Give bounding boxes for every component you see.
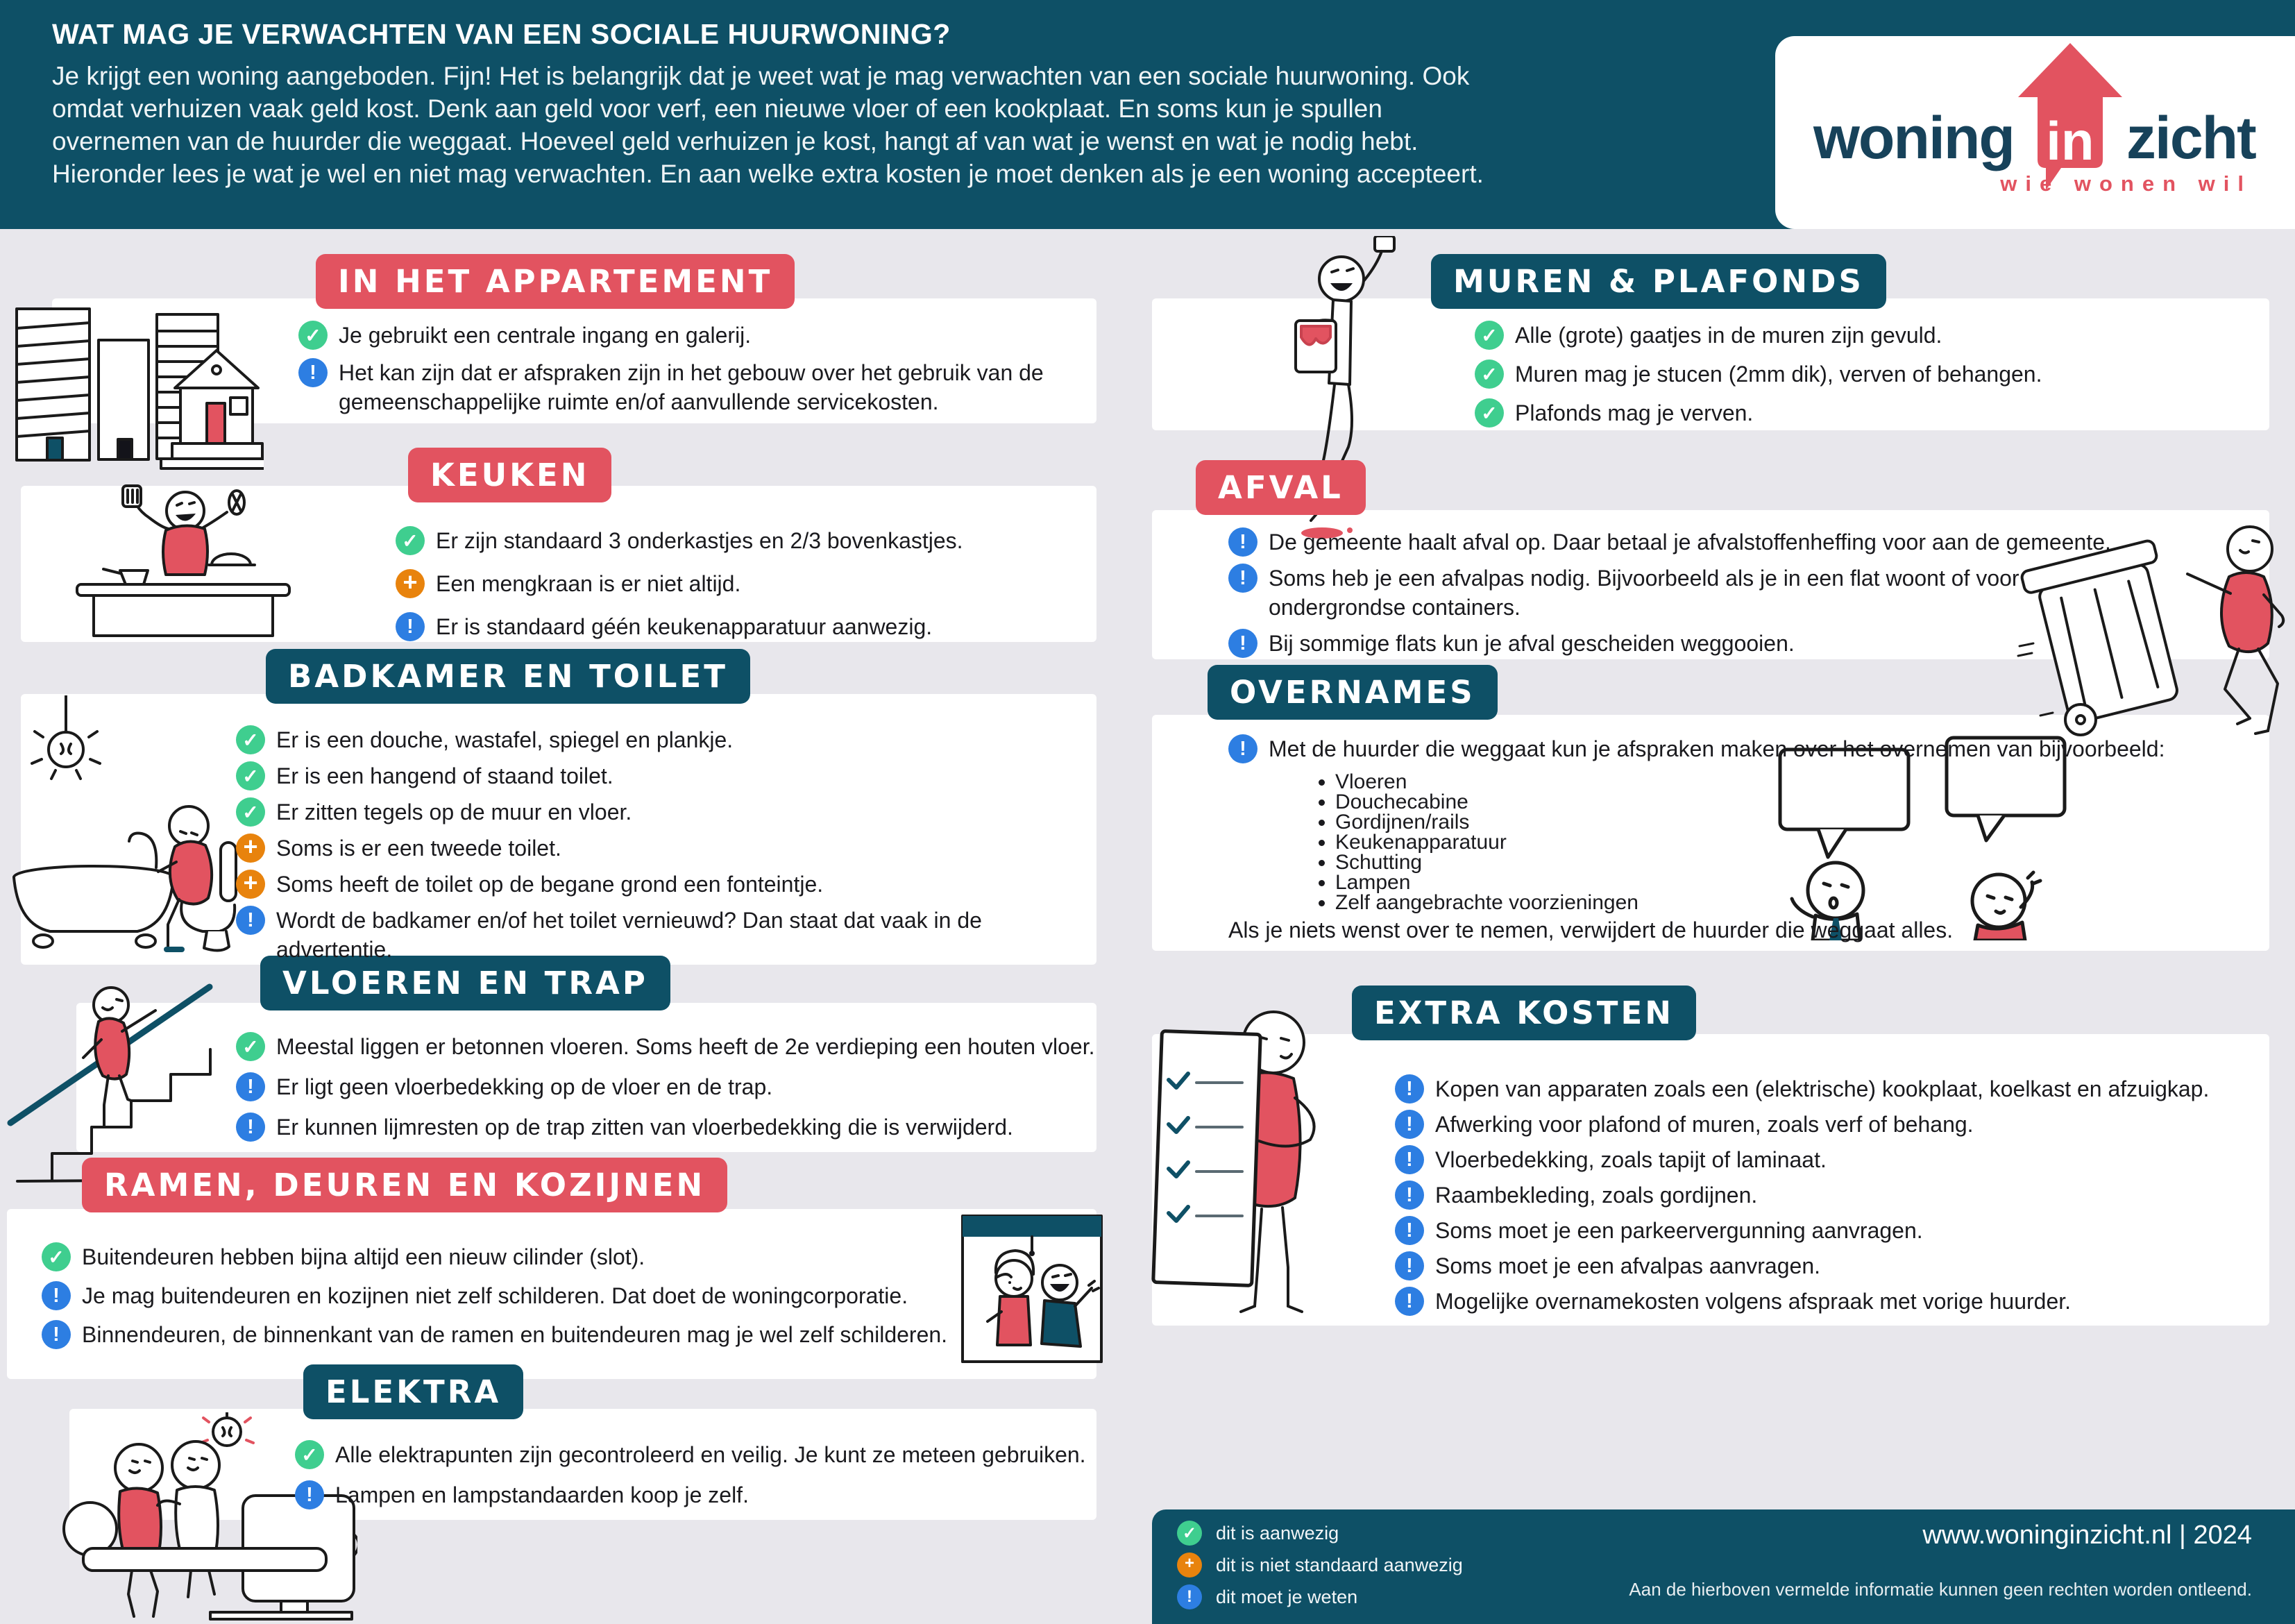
intro-line: Je krijgt een woning aangeboden. Fijn! Het is belangrijk dat je weet wat je mag verwachten van een sociale huurwoning. Ook [52,62,1470,90]
logo-word-woning: woning [1813,105,2014,171]
item-text: Bij sommige flats kun je afval gescheiden weggooien. [1269,631,1795,656]
info-icon [1395,1145,1424,1174]
footer [1152,1509,2295,1624]
list-item [42,1242,1013,1271]
info-icon [236,1113,265,1142]
list-item [396,612,1090,641]
item-text: Soms heb je een afvalpas nodig. Bijvoorbeeld als je in een flat woont of voor ondergrondse containers. [1269,566,2019,620]
bullet-item: • Vloeren [1335,772,1638,792]
legend-text: dit moet je weten [1216,1587,1358,1607]
item-text: Buitendeuren hebben bijna altijd een nieuw cilinder (slot). [82,1244,645,1269]
bullet-item: • Lampen [1335,872,1638,893]
info-icon [1395,1181,1424,1210]
city-buildings-illustration [7,274,264,482]
header [0,0,2295,229]
list-item [1228,629,2151,658]
list-item [1395,1074,2276,1103]
intro-line: overnemen van de huurder die weggaat. Hoeveel geld verhuizen je kost, hangt af van wat je wenst en wat je nodig hebt. [52,127,1419,155]
check-icon [42,1242,71,1271]
checklist-person-illustration [1145,992,1346,1326]
check-icon [236,1032,265,1061]
logo-tagline: wie wonen wil [2000,171,2252,196]
list-item [1395,1216,2276,1245]
bullet-item: • Gordijnen/rails [1335,812,1638,832]
item-text: Je mag buitendeuren en kozijnen niet zelf schilderen. Dat doet de woningcorporatie. [82,1283,908,1308]
item-text: Er zitten tegels op de muur en vloer. [276,800,632,824]
legend [1177,1521,1463,1609]
item-text: Soms heeft de toilet op de begane grond een fonteintje. [276,872,824,897]
info-icon [1395,1287,1424,1316]
info-icon [42,1320,71,1349]
list-item [236,834,1083,863]
section-appartement-title: IN HET APPARTEMENT [316,254,795,309]
section-badkamer-list [236,725,1083,964]
info-icon [42,1281,71,1310]
item-text: Wordt de badkamer en/of het toilet vernieuwd? Dan staat dat vaak in de advertentie. [276,908,982,962]
section-extra-kosten-title: EXTRA KOSTEN [1352,986,1696,1040]
plus-icon [396,569,425,598]
intro-line: Hieronder lees je wat je wel en niet mag verwachten. En aan welke extra kosten je moet denken als je een woning accepteert. [52,160,1484,188]
section-overnames-intro [1228,734,2242,763]
item-text: Er is een hangend of staand toilet. [276,763,613,788]
section-overnames-bullets [1312,772,1638,913]
info-icon [1177,1584,1202,1609]
info-icon [1228,564,1257,593]
check-icon [295,1440,324,1469]
list-item [1395,1181,2276,1210]
section-muren-title: MUREN & PLAFONDS [1431,254,1886,309]
info-icon [236,1072,265,1101]
list-item [295,1480,1100,1509]
item-text: Muren mag je stucen (2mm dik), verven of behangen. [1515,362,2042,387]
info-icon [1395,1251,1424,1280]
check-icon [236,725,265,754]
list-item [1395,1110,2276,1139]
bullet-item: • Schutting [1335,852,1638,872]
section-overnames-title: OVERNAMES [1208,665,1498,720]
section-ramen-title: RAMEN, DEUREN EN KOZIJNEN [82,1158,727,1212]
list-item [236,1032,1096,1061]
section-vloeren-title: VLOEREN EN TRAP [260,956,670,1010]
item-text: Kopen van apparaten zoals een (elektrische) kookplaat, koelkast en afzuigkap. [1435,1076,2210,1101]
list-item [1395,1287,2276,1316]
item-text: Er kunnen lijmresten op de trap zitten van vloerbedekking die is verwijderd. [276,1115,1013,1140]
info-icon [1395,1110,1424,1139]
plus-icon [236,834,265,863]
check-icon [1475,360,1504,389]
logo-word-zicht: zicht [2126,105,2255,171]
plus-icon [1177,1553,1202,1578]
bathroom-illustration [0,695,248,963]
logo-card [1775,36,2295,229]
section-extra-kosten-list [1395,1074,2276,1316]
section-elektra-list [295,1440,1100,1509]
list-item [1475,398,2252,428]
list-item [236,1072,1096,1101]
intro-line: omdat verhuizen vaak geld kost. Denk aan geld voor verf, een nieuwe vloer of een kookplaat. En soms kun je spullen [52,94,1382,123]
check-icon [236,797,265,827]
check-icon [298,321,328,350]
list-item [236,1113,1096,1142]
legend-text: dit is aanwezig [1216,1523,1339,1543]
check-icon [396,526,425,555]
item-text: Lampen en lampstandaarden koop je zelf. [335,1482,749,1507]
item-text: Soms moet je een parkeervergunning aanvragen. [1435,1218,1923,1243]
item-text: Met de huurder die weggaat kun je afspraken maken over het overnemen van bijvoorbeeld: [1269,736,2165,761]
check-icon [1475,398,1504,428]
item-text: Er zijn standaard 3 onderkastjes en 2/3 bovenkastjes. [436,528,963,553]
list-item [1228,527,2151,557]
list-item [42,1281,1013,1310]
house-arrow-icon [2018,43,2122,192]
bullet-item: • Douchecabine [1335,792,1638,812]
check-icon [1177,1521,1202,1546]
section-afval-list [1228,527,2151,658]
info-icon [1228,527,1257,557]
info-icon [1395,1216,1424,1245]
item-text: Soms is er een tweede toilet. [276,836,561,861]
talking-people-illustration [1770,732,2148,940]
list-item [1395,1145,2276,1174]
plus-icon [236,870,265,899]
list-item [1228,564,2151,622]
list-item [42,1320,1013,1349]
item-text: Afwerking voor plafond of muren, zoals verf of behang. [1435,1112,1974,1137]
item-text: Je gebruikt een centrale ingang en galerij. [339,323,752,348]
disclaimer-text: Aan de hierboven vermelde informatie kunnen geen rechten worden ontleend. [1629,1579,2252,1600]
item-text: De gemeente haalt afval op. Daar betaal je afvalstoffenheffing voor aan de gemeente. [1269,530,2111,555]
list-item [236,797,1083,827]
item-text: Raambekleding, zoals gordijnen. [1435,1183,1758,1208]
list-item [1228,734,2242,763]
info-icon [1228,629,1257,658]
item-text: Er is een douche, wastafel, spiegel en plankje. [276,727,734,752]
item-text: Soms moet je een afvalpas aanvragen. [1435,1253,1820,1278]
bullet-item: • Keukenapparatuur [1335,832,1638,852]
item-text: Een mengkraan is er niet altijd. [436,571,741,596]
item-text: Plafonds mag je verven. [1515,400,1754,425]
legend-item [1177,1521,1463,1546]
legend-item [1177,1584,1463,1609]
info-icon [298,358,328,387]
check-icon [1475,321,1504,350]
section-appartement-list [298,321,1096,416]
item-text: Mogelijke overnamekosten volgens afspraak met vorige huurder. [1435,1289,2072,1314]
list-item [236,761,1083,790]
item-text: Vloerbedekking, zoals tapijt of laminaat. [1435,1147,1827,1172]
section-elektra-title: ELEKTRA [303,1364,523,1419]
list-item [1395,1251,2276,1280]
kitchen-cook-illustration [38,484,323,637]
item-text: Binnendeuren, de binnenkant van de ramen en buitendeuren mag je wel zelf schilderen. [82,1322,948,1347]
list-item [295,1440,1100,1469]
list-item [1475,321,2252,350]
item-text: Meestal liggen er betonnen vloeren. Soms heeft de 2e verdieping een houten vloer. [276,1034,1095,1059]
bullet-item: • Zelf aangebrachte voorzieningen [1335,893,1638,913]
check-icon [236,761,265,790]
info-icon [236,906,265,935]
section-keuken-title: KEUKEN [408,448,611,502]
section-ramen-list [42,1242,1013,1349]
section-overnames-outro: Als je niets wenst over te nemen, verwijdert de huurder die weggaat alles. [1228,917,1954,942]
list-item [1475,360,2252,389]
list-item [298,358,1096,416]
section-keuken-list [396,526,1090,641]
intro-paragraph [52,60,1484,190]
item-text: Alle (grote) gaatjes in de muren zijn gevuld. [1515,323,1942,348]
list-item [298,321,1096,350]
info-icon [295,1480,324,1509]
section-badkamer-title: BADKAMER EN TOILET [266,649,750,704]
item-text: Er ligt geen vloerbedekking op de vloer en de trap. [276,1074,773,1099]
section-muren-list [1475,321,2252,428]
section-afval-title: AFVAL [1196,460,1366,515]
item-text: Het kan zijn dat er afspraken zijn in het gebouw over het gebruik van de gemeenschappelijke ruimte en/of aanvullende servicekosten. [339,360,1044,414]
section-vloeren-list [236,1032,1096,1142]
list-item [236,906,1083,964]
list-item [396,569,1090,598]
info-icon [396,612,425,641]
list-item [236,870,1083,899]
info-icon [1395,1074,1424,1103]
website-link[interactable]: www.woninginzicht.nl | 2024 [1922,1521,2252,1550]
list-item [236,725,1083,754]
item-text: Alle elektrapunten zijn gecontroleerd en veilig. Je kunt ze meteen gebruiken. [335,1442,1086,1467]
page-title: WAT MAG JE VERWACHTEN VAN EEN SOCIALE HUURWONING? [52,18,951,50]
item-text: Er is standaard géén keukenapparatuur aanwezig. [436,614,933,639]
info-icon [1228,734,1257,763]
legend-text: dit is niet standaard aanwezig [1216,1555,1463,1575]
legend-item [1177,1553,1463,1578]
logo-word-in: in [2046,110,2094,171]
list-item [396,526,1090,555]
